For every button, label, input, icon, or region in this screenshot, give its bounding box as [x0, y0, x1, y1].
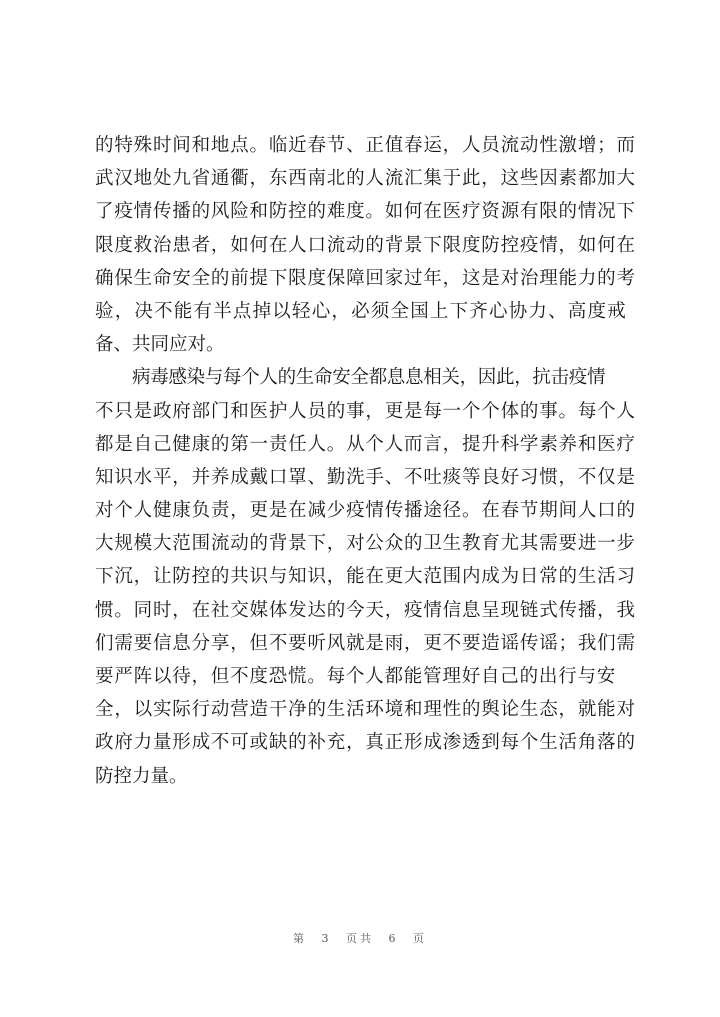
- text-line: 要严阵以待，但不度恐慌。每个人都能管理好自己的出行与安: [95, 666, 617, 687]
- text-line: 病毒感染与每个人的生命安全都息息相关，因此，抗击疫情: [132, 367, 606, 389]
- text-line: 下沉，让防控的共识与知识，能在更大范围内成为日常的生活习: [95, 566, 635, 588]
- text-line: 知识水平，并养成戴口罩、勤洗手、不吐痰等良好习惯，不仅是: [95, 466, 635, 488]
- text-line: 都是自己健康的第一责任人。从个人而言，提升科学素养和医疗: [95, 433, 635, 455]
- text-line: 备、共同应对。: [95, 334, 225, 356]
- text-line: 的特殊时间和地点。临近春节、正值春运，人员流动性激增；而: [95, 135, 635, 156]
- current-page-number: 3: [321, 932, 332, 945]
- text-line: 防控力量。: [95, 765, 188, 787]
- page-footer: [0, 930, 720, 946]
- body-text: [95, 129, 635, 793]
- text-line: 了疫情传播的风险和防控的难度。如何在医疗资源有限的情况下: [95, 201, 635, 223]
- text-line: 政府力量形成不可或缺的补充，真正形成渗透到每个生活角落的: [95, 732, 635, 754]
- text-line: 对个人健康负责，更是在减少疫情传播途径。在春节期间人口的: [95, 500, 635, 522]
- text-line: 们需要信息分享，但不要听风就是雨，更不要造谣传谣；我们需: [95, 632, 635, 654]
- text-line: 大规模大范围流动的背景下，对公众的卫生教育尤其需要进一步: [95, 533, 635, 555]
- text-line: 全，以实际行动营造干净的生活环境和理性的舆论生态，就能对: [95, 699, 635, 721]
- page-label-suffix: 页: [413, 932, 427, 945]
- total-page-number: 6: [388, 932, 399, 945]
- text-line: 武汉地处九省通衢，东西南北的人流汇集于此，这些因素都加大: [95, 168, 635, 190]
- text-line: 限度救治患者，如何在人口流动的背景下限度防控疫情，如何在: [95, 234, 635, 256]
- text-line: 惯。同时，在社交媒体发达的今天，疫情信息呈现链式传播，我: [95, 599, 635, 621]
- page-label-prefix: 第: [293, 932, 307, 945]
- page-label-mid: 页共: [346, 932, 374, 945]
- text-line: 验，决不能有半点掉以轻心，必须全国上下齐心协力、高度戒: [95, 300, 627, 322]
- text-line: 不只是政府部门和医护人员的事，更是每一个个体的事。每个人: [95, 400, 635, 422]
- text-line: 确保生命安全的前提下限度保障回家过年，这是对治理能力的考: [95, 267, 635, 289]
